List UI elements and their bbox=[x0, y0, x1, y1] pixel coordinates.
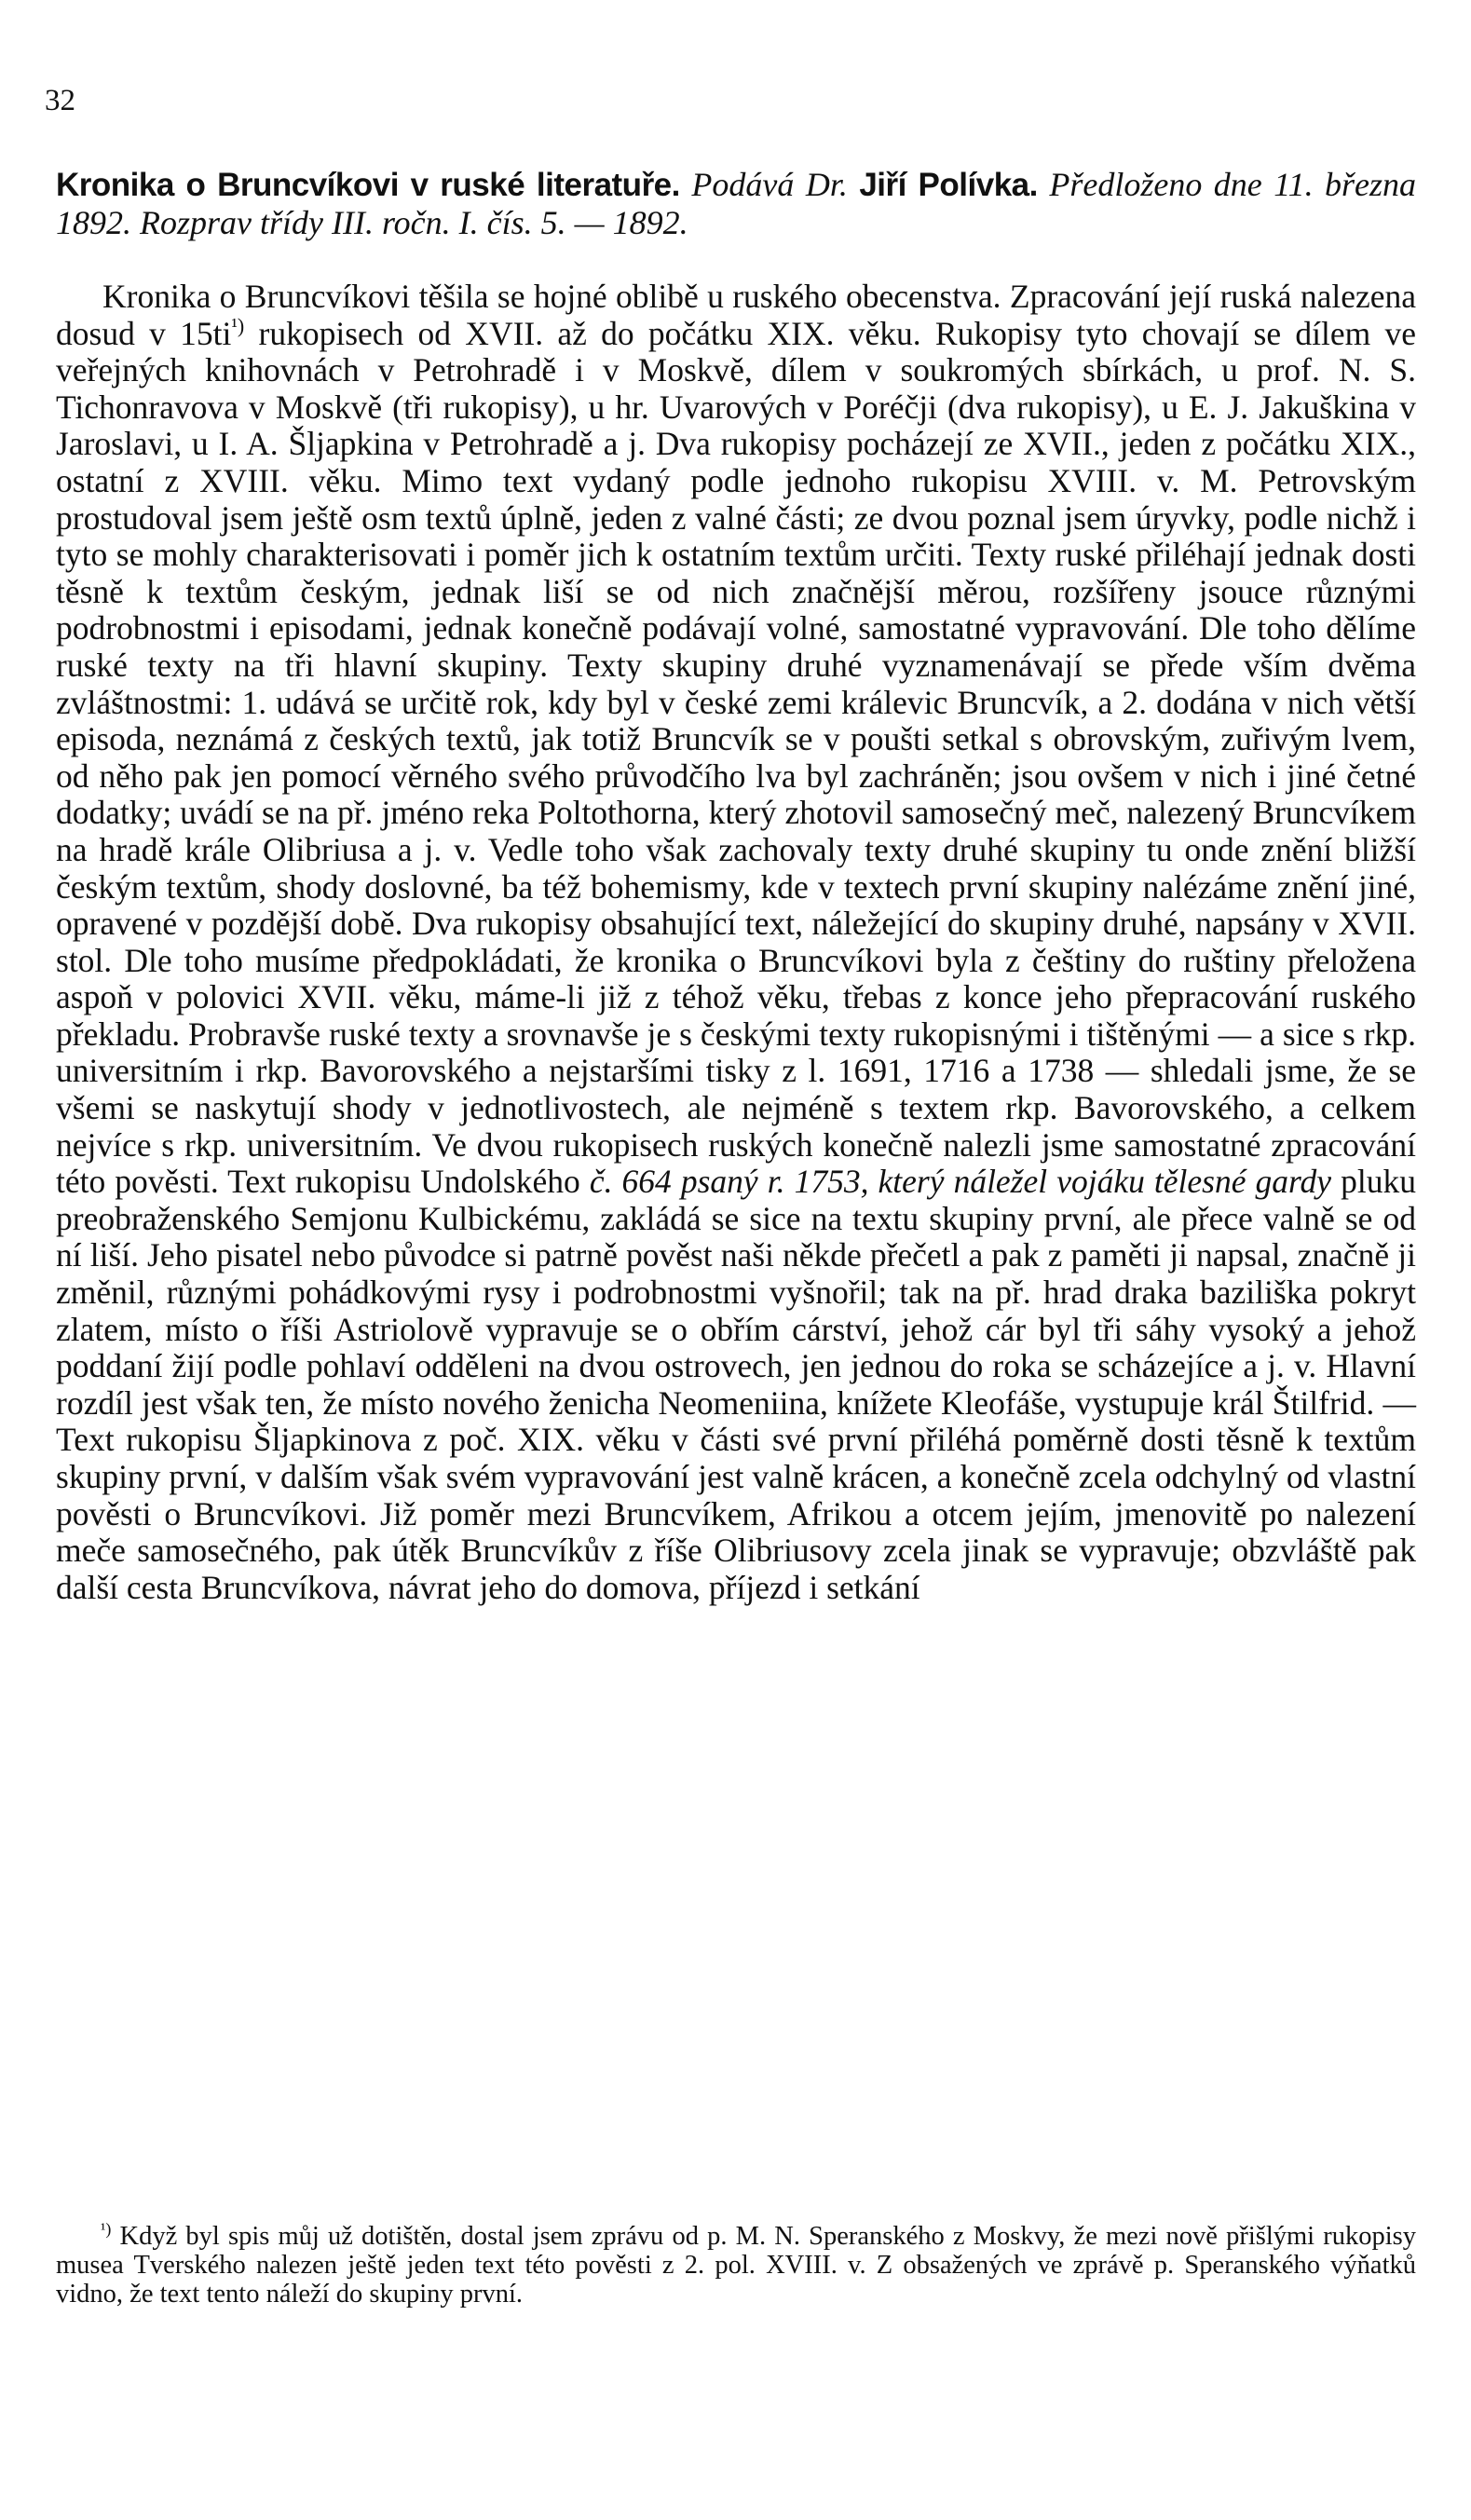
body-text-part-1: Kronika o Bruncvíkovi těšila se hojné oblibě u ruského obecenstva. Zpracování její ruská nalezena dosud v 15ti bbox=[56, 278, 1416, 352]
body-text-part-2: rukopisech od XVII. až do počátku XIX. věku. Rukopisy tyto chovají se dílem ve veřejných knihovnách v Petrohradě i v Moskvě, dílem v soukromých sbírkách, u prof. N. S. Tichonravova v Moskvě (tři rukopisy), u hr. Uvarových v Poréčji (dva rukopisy), u E. J. Jakuškina v Jaroslavi, u I. A. Šljapkina v Petrohradě a j. Dva rukopisy pocházejí ze XVII., jeden z počátku XIX., ostatní z XVIII. věku. Mimo text vydaný podle jednoho rukopisu XVIII. v. M. Petrovským prostudoval jsem ještě osm textů úplně, jeden z valné části; ze dvou poznal jsem úryvky, podle nichž i tyto se mohly charakterisovati i poměr jich k ostatním textům určiti. Texty ruské přiléhají jednak dosti těsně k textům českým, jednak liší se od nich značnější měrou, rozšířeny jsouce různými podrobnostmi i episodami, jednak konečně podávají volné, samostatné vypravování. Dle toho dělíme ruské texty na tři hlavní skupiny. Texty skupiny druhé vyznamenávají se přede vším dvěma zvláštnostmi: 1. udává se určitě rok, kdy byl v české zemi králevic Bruncvík, a 2. dodána v nich větší episoda, neznámá z českých textů, jak totiž Bruncvík se v poušti setkal s obrovským, zuřivým lvem, od něho pak jen pomocí věrného svého průvodčího lva byl zachráněn; jsou ovšem v nich i jiné četné dodatky; uvádí se na př. jméno reka Poltothorna, který zhotovil samosečný meč, nalezený Bruncvíkem na hradě krále Olibriusa a j. v. Vedle toho však zachovaly texty druhé skupiny tu onde znění bližší českým textům, shody doslovné, ba též bohemismy, kde v textech první skupiny nalézáme znění jiné, opravené v pozdější době. Dva rukopisy obsahující text, náležející do skupiny druhé, napsány v XVII. stol. Dle toho musíme předpokládati, že kronika o Bruncvíkovi byla z češtiny do ruštiny přeložena aspoň v polovici XVII. věku, máme-li již z téhož věku, třebas z konce jeho přepracování ruského překladu. Probravše ruské texty a srovnavše je s českými texty rukopisnými i tištěnými — a sice s rkp. universitním i rkp. Bavorovského a nejstaršími tisky z l. 1691, 1716 a 1738 — shledali jsme, že se všemi se naskytují shody v jednotlivostech, ale nejméně s textem rkp. Bavorovského, a celkem nejvíce s rkp. universitním. Ve dvou rukopisech ruských konečně nalezli jsme samostatné zpracování této pověsti. Text rukopisu Undolského bbox=[56, 314, 1416, 1201]
article-title: Kronika o Bruncvíkovi v ruské literatuře. bbox=[56, 167, 680, 203]
article bbox=[56, 166, 1416, 1606]
article-heading bbox=[56, 166, 1416, 241]
footnote-reference[interactable]: ¹) bbox=[231, 313, 245, 337]
body-text-part-3: pluku preobraženského Semjonu Kulbickému, zakládá se sice na textu skupiny první, ale přece valně se od ní liší. Jeho pisatel nebo původce si patrně pověst naši někde přečetl a pak z paměti ji napsal, značně ji změnil, různými pohádkovými rysy i podrobnostmi vyšnořil; tak na př. hrad draka baziliška pokryt zlatem, místo o říši Astriolově vypravuje se o obřím cárství, jehož cár byl tři sáhy vysoký a jehož poddaní žijí podle pohlaví odděleni na dvou ostrovech, jen jednou do roka se scházejíce a j. v. Hlavní rozdíl jest však ten, že místo nového ženicha Neomeniina, knížete Kleofáše, vystupuje král Štilfrid. — Text rukopisu Šljapkinova z poč. XIX. věku v části své první přiléhá poměrně dosti těsně k textům skupiny první, v dalším však svém vypravování jest valně krácen, a konečně zcela odchylný od vlastní pověsti o Bruncvíkovi. Již poměr mezi Bruncvíkem, Afrikou a otcem jejím, jmenovitě po nalezení meče samosečného, pak útěk Bruncvíkův z říše Olibriusovy zcela jinak se vypravuje; obzvláště pak další cesta Bruncvíkova, návrat jeho do domova, příjezd i setkání bbox=[56, 1163, 1416, 1606]
body-text-italic: č. 664 psaný r. 1753, který náležel vojáku tělesné gardy bbox=[589, 1163, 1332, 1201]
body-paragraph bbox=[56, 279, 1416, 1606]
presented-note: Předloženo dne 11. března 1892. Rozprav třídy III. ročn. I. čís. 5. — 1892. bbox=[56, 166, 1417, 241]
footnote-mark: ¹) bbox=[101, 2219, 112, 2239]
page-number: 32 bbox=[45, 84, 75, 117]
author-prefix: Podává Dr. bbox=[691, 166, 848, 203]
footnote bbox=[56, 2219, 1416, 2309]
author-name: Jiří Polívka. bbox=[859, 167, 1038, 203]
footnote-text: Když byl spis můj už dotištěn, dostal jsem zprávu od p. M. N. Speranského z Moskvy, že mezi nově přišlými rukopisy musea Tverského nalezen ještě jeden text této pověsti z 2. pol. XVIII. v. Z obsažených ve zprávě p. Speranského výňatků vidno, že text tento náleží do skupiny první. bbox=[56, 2222, 1416, 2309]
